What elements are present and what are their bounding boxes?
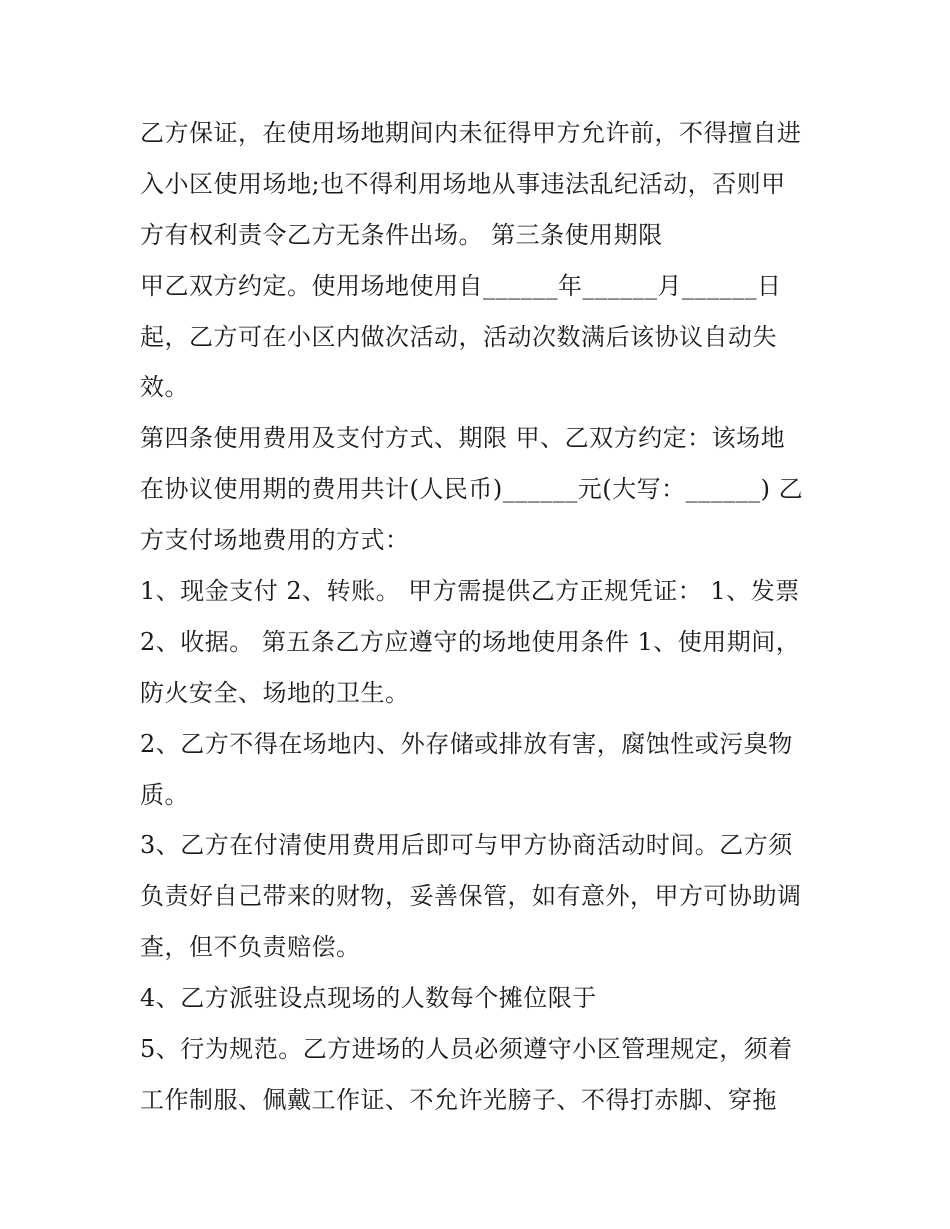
- text-line: 3、乙方在付清使用费用后即可与甲方协商活动时间。乙方须: [140, 831, 793, 860]
- text-line: 第四条使用费用及支付方式、期限 甲、乙双方约定：该场地: [140, 424, 786, 453]
- text-line: 起，乙方可在小区内做次活动，活动次数满后该协议自动失: [140, 322, 777, 351]
- text-line: 方有权利责令乙方无条件出场。 第三条使用期限: [140, 220, 663, 249]
- text-line: 2、收据。 第五条乙方应遵守的场地使用条件 1、使用期间，: [140, 627, 801, 656]
- text-line: 甲乙双方约定。使用场地使用自______年______月______日: [140, 271, 782, 300]
- text-line: 入小区使用场地;也不得利用场地从事违法乱纪活动，否则甲: [140, 169, 786, 198]
- text-line: 2、乙方不得在场地内、外存储或排放有害，腐蚀性或污臭物: [140, 729, 793, 758]
- text-line: 4、乙方派驻设点现场的人数每个摊位限于: [140, 984, 597, 1013]
- text-line: 在协议使用期的费用共计(人民币)______元(大写：______) 乙: [140, 475, 804, 504]
- text-line: 1、现金支付 2、转账。 甲方需提供乙方正规凭证： 1、发票: [140, 577, 800, 606]
- text-line: 乙方保证，在使用场地期间内未征得甲方允许前，不得擅自进: [140, 119, 802, 147]
- text-line: 查，但不负责赔偿。: [140, 933, 361, 962]
- document-body: [140, 108, 830, 1126]
- text-line: 负责好自己带来的财物，妥善保管，如有意外，甲方可协助调: [140, 882, 802, 911]
- text-line: 工作制服、佩戴工作证、不允许光膀子、不得打赤脚、穿拖: [140, 1085, 777, 1114]
- text-line: 5、行为规范。乙方进场的人员必须遵守小区管理规定，须着: [140, 1035, 793, 1064]
- text-line: 防火安全、场地的卫生。: [140, 678, 410, 707]
- text-line: 方支付场地费用的方式：: [140, 526, 410, 555]
- text-line: 效。: [140, 373, 189, 402]
- text-line: 质。: [140, 780, 189, 809]
